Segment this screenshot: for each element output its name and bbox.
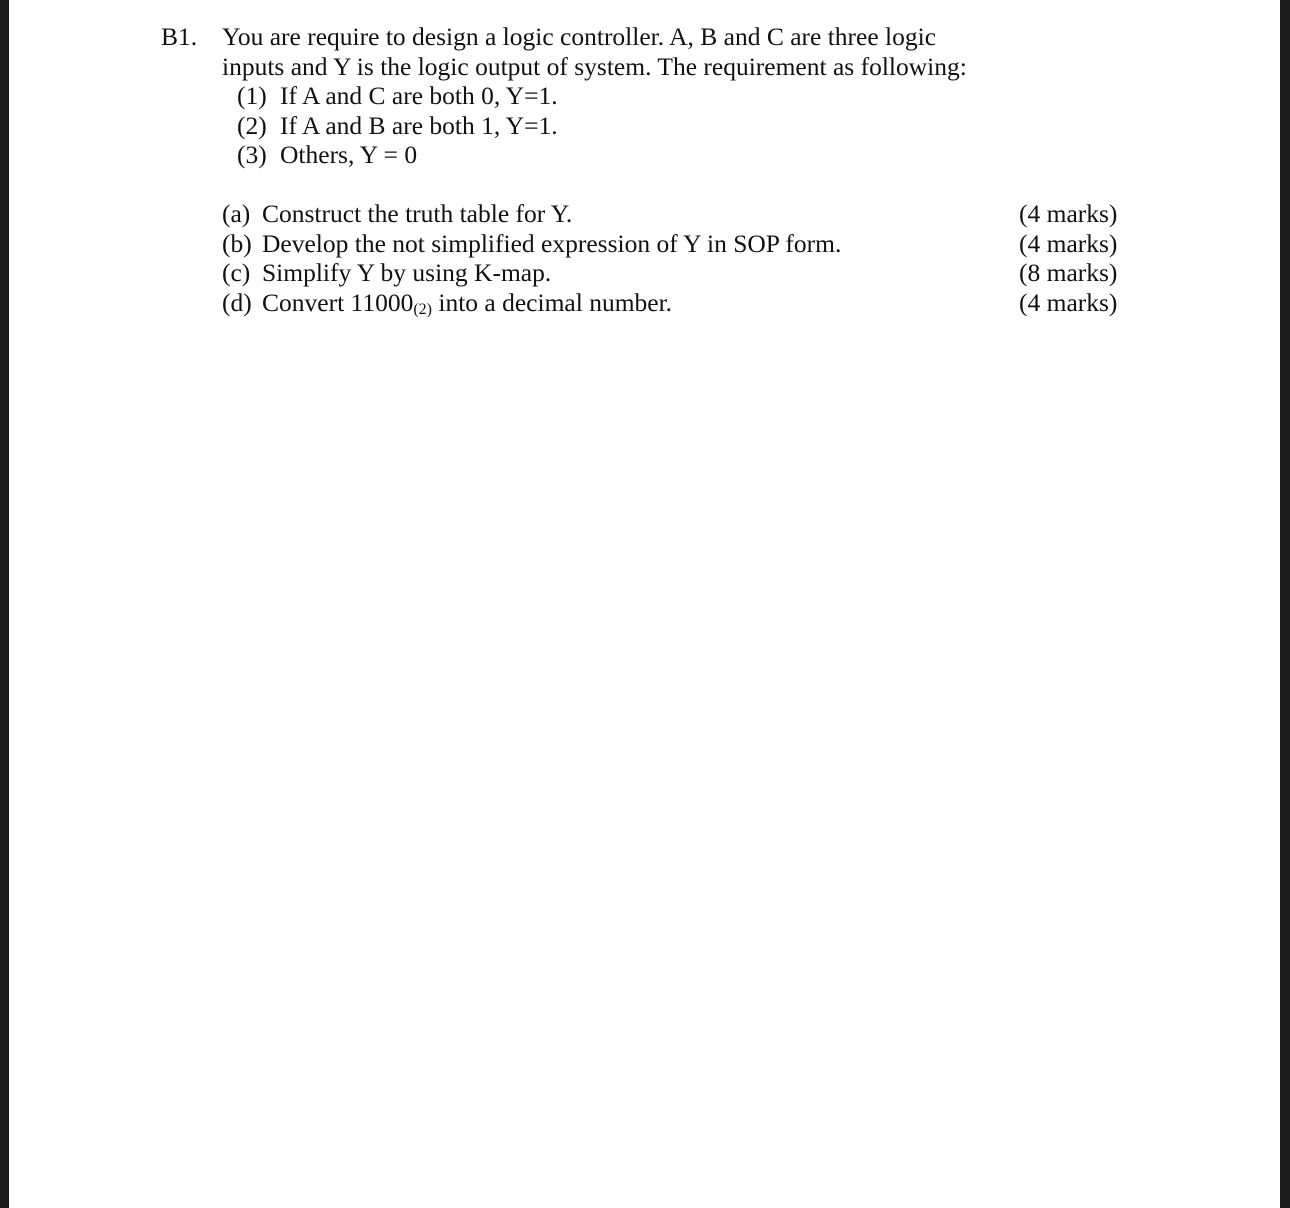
question-part-c bbox=[222, 258, 551, 288]
question-part-b bbox=[222, 229, 841, 259]
document-page bbox=[9, 0, 1280, 1208]
requirement-item bbox=[237, 111, 558, 141]
requirement-item bbox=[237, 81, 558, 111]
requirement-number: (3) bbox=[237, 140, 267, 169]
requirement-number: (1) bbox=[237, 81, 267, 110]
part-text: Simplify Y by using K-map. bbox=[262, 258, 552, 287]
intro-line-2: inputs and Y is the logic output of system. The requirement as following: bbox=[222, 51, 967, 81]
requirement-number: (2) bbox=[237, 111, 267, 140]
intro-line-1: You are require to design a logic controller. A, B and C are three logic bbox=[222, 22, 937, 51]
part-b-marks: (4 marks) bbox=[1019, 229, 1118, 258]
part-text: Construct the truth table for Y. bbox=[262, 199, 573, 228]
question-part-a bbox=[222, 199, 572, 229]
part-c-marks: (8 marks) bbox=[1019, 258, 1118, 287]
radix-subscript: (2) bbox=[413, 301, 432, 318]
question-intro bbox=[222, 22, 967, 81]
part-label: (b) bbox=[222, 229, 252, 258]
part-a-marks: (4 marks) bbox=[1019, 199, 1118, 228]
part-d-marks: (4 marks) bbox=[1019, 288, 1118, 317]
part-label: (d) bbox=[222, 288, 252, 317]
requirement-item bbox=[237, 140, 417, 170]
requirement-text: If A and B are both 1, Y=1. bbox=[280, 111, 558, 140]
part-text: Develop the not simplified expression of Y in SOP form. bbox=[262, 229, 842, 258]
part-text-before: Convert 11000 bbox=[262, 288, 414, 317]
question-part-d bbox=[222, 288, 672, 318]
requirement-text: If A and C are both 0, Y=1. bbox=[280, 81, 558, 110]
part-label: (c) bbox=[222, 258, 251, 287]
part-text-after: into a decimal number. bbox=[432, 288, 673, 317]
question-number: B1. bbox=[161, 22, 198, 51]
part-label: (a) bbox=[222, 199, 251, 228]
requirement-text: Others, Y = 0 bbox=[280, 140, 418, 169]
